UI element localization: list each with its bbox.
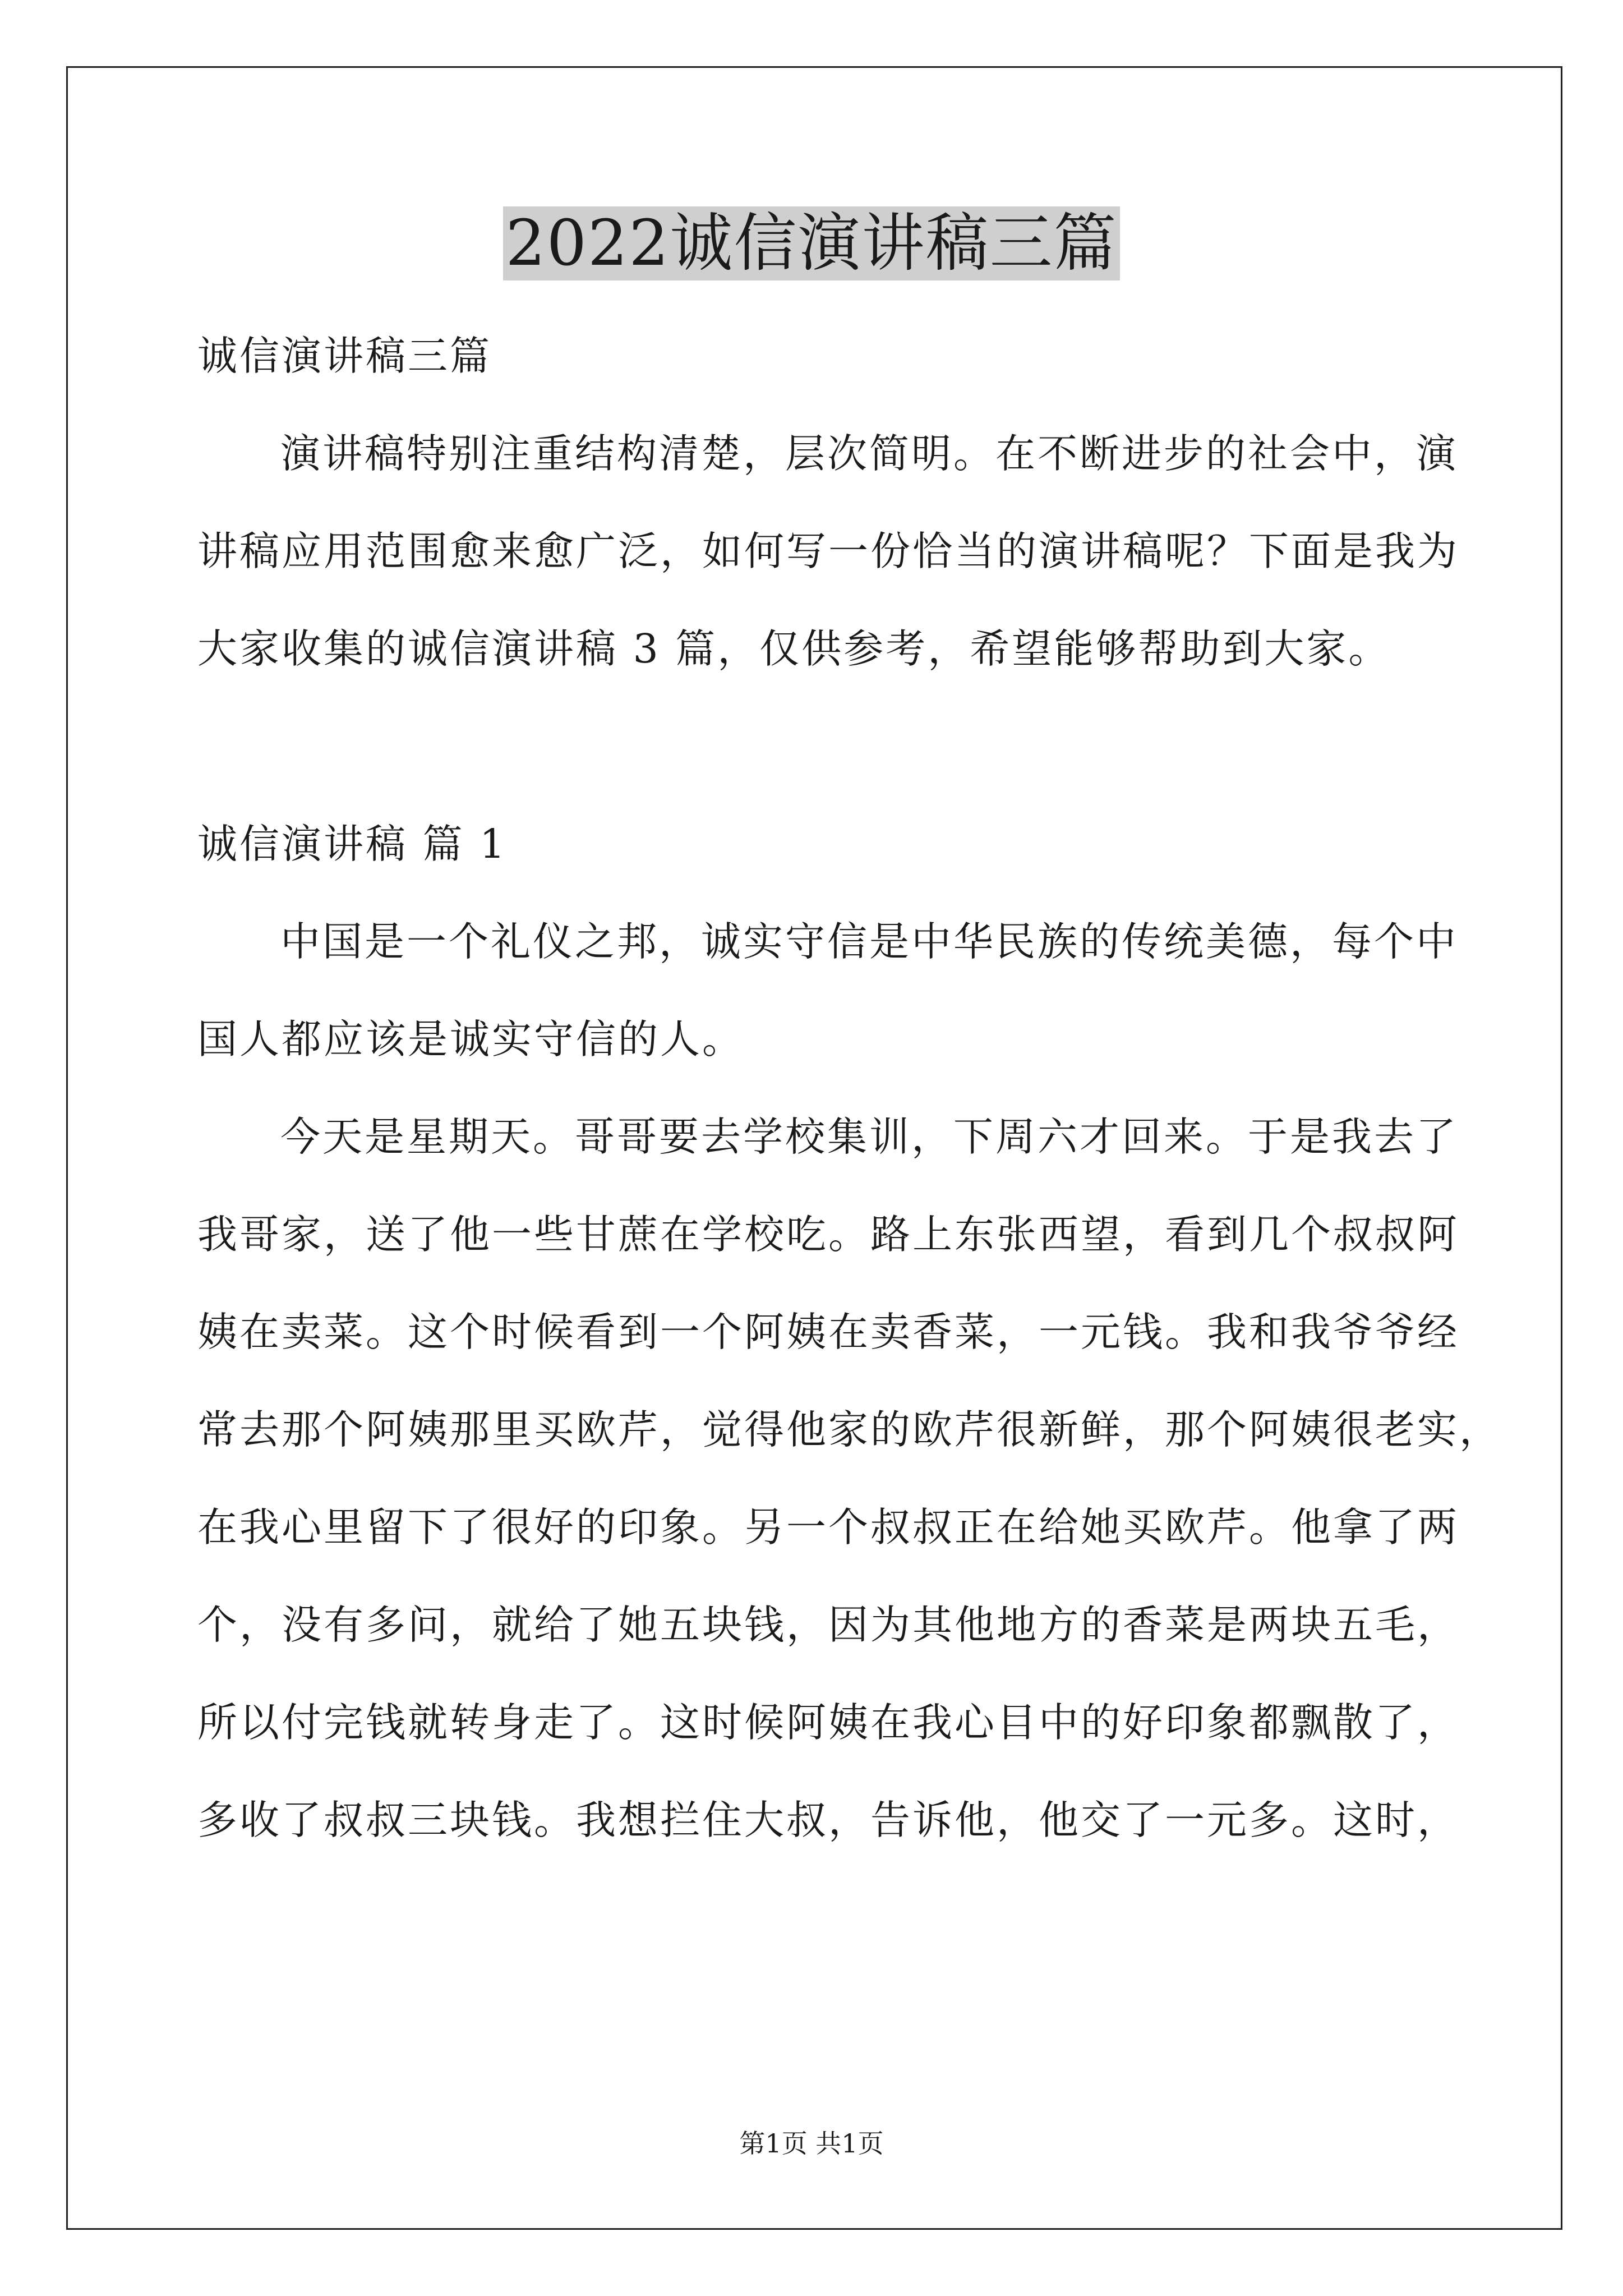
document-subtitle: 诚信演讲稿三篇 [197,333,492,379]
paragraph-line: 常去那个阿姨那里买欧芹，觉得他家的欧芹很新鲜，那个阿姨很老实， [197,1406,1502,1453]
spacer [197,698,1431,795]
paragraph-line: 国人都应该是诚实守信的人。 [197,1016,745,1062]
page-footer: 第1页 共1页 [739,2128,884,2159]
document-body [197,307,1502,1869]
intro-line: 讲稿应用范围愈来愈广泛，如何写一份恰当的演讲稿呢？下面是我为 [197,528,1460,574]
paragraph-line: 所以付完钱就转身走了。这时候阿姨在我心目中的好印象都飘散了， [197,1699,1460,1746]
paragraph-line: 在我心里留下了很好的印象。另一个叔叔正在给她买欧芹。他拿了两 [197,1504,1460,1550]
section-heading: 诚信演讲稿 篇 1 [197,821,508,867]
paragraph-line: 个，没有多问，就给了她五块钱，因为其他地方的香菜是两块五毛， [197,1602,1460,1648]
document-title: 2022诚信演讲稿三篇 [503,206,1119,280]
paragraph-line: 中国是一个礼仪之邦，诚实守信是中华民族的传统美德，每个中 [280,918,1459,965]
paragraph-line: 姨在卖菜。这个时候看到一个阿姨在卖香菜，一元钱。我和我爷爷经 [197,1309,1460,1355]
paragraph-line: 我哥家，送了他一些甘蔗在学校吃。路上东张西望，看到几个叔叔阿 [197,1211,1460,1258]
paragraph-line: 多收了叔叔三块钱。我想拦住大叔，告诉他，他交了一元多。这时， [197,1797,1460,1843]
intro-line: 大家收集的诚信演讲稿 3 篇，仅供参考，希望能够帮助到大家。 [197,625,1391,672]
title-container [0,206,1623,280]
intro-line: 演讲稿特别注重结构清楚，层次简明。在不断进步的社会中，演 [280,430,1459,477]
paragraph-line: 今天是星期天。哥哥要去学校集训，下周六才回来。于是我去了 [280,1114,1459,1160]
